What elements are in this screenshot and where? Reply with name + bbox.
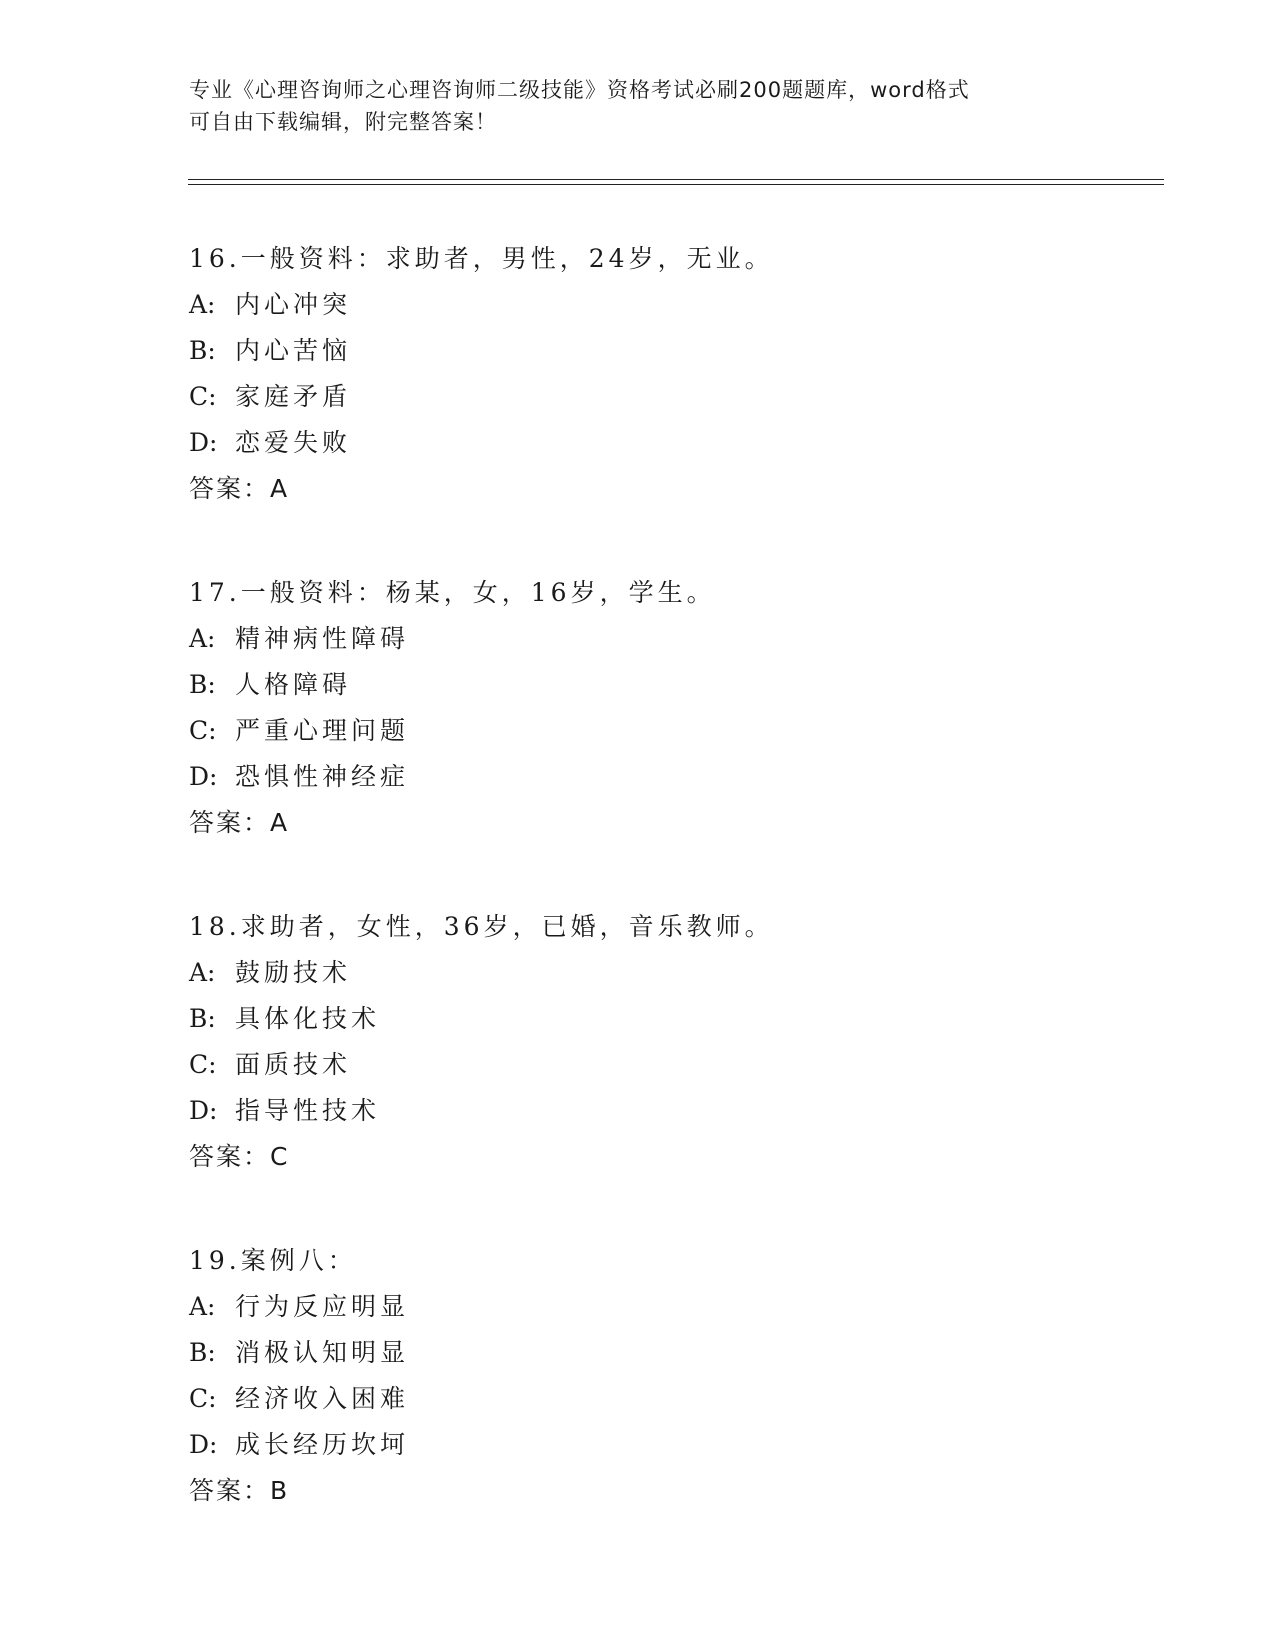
- option-text: 成长经历坎坷: [235, 1430, 410, 1459]
- question-19: [189, 1238, 1149, 1514]
- option-b: [189, 996, 1149, 1042]
- option-text: 内心苦恼: [235, 336, 352, 365]
- option-text: 指导性技术: [235, 1096, 381, 1125]
- option-text: 严重心理问题: [235, 716, 410, 745]
- option-c: [189, 1042, 1149, 1088]
- option-key: A:: [189, 1292, 216, 1321]
- option-b: [189, 662, 1149, 708]
- option-b: [189, 1330, 1149, 1376]
- option-b: [189, 328, 1149, 374]
- option-c: [189, 708, 1149, 754]
- option-key: C:: [189, 1050, 217, 1079]
- option-key: B:: [189, 336, 216, 365]
- header-divider-bottom: [188, 184, 1164, 185]
- option-key: C:: [189, 1384, 217, 1413]
- question-stem: 18.求助者，女性，36岁，已婚，音乐教师。: [189, 912, 774, 941]
- option-text: 经济收入困难: [235, 1384, 410, 1413]
- option-key: B:: [189, 1338, 216, 1367]
- option-d: [189, 754, 1149, 800]
- option-a: [189, 282, 1149, 328]
- option-text: 精神病性障碍: [235, 624, 410, 653]
- option-key: D:: [189, 1430, 218, 1459]
- answer-line: 答案：C: [189, 1142, 290, 1171]
- answer-line: 答案：A: [189, 808, 290, 837]
- option-text: 家庭矛盾: [235, 382, 352, 411]
- option-text: 面质技术: [235, 1050, 352, 1079]
- option-a: [189, 616, 1149, 662]
- option-key: A:: [189, 624, 216, 653]
- header-divider-top: [188, 179, 1164, 180]
- option-key: B:: [189, 1004, 216, 1033]
- option-a: [189, 950, 1149, 996]
- option-a: [189, 1284, 1149, 1330]
- option-text: 恐惧性神经症: [235, 762, 410, 791]
- header-line-2: 可自由下载编辑，附完整答案！: [189, 110, 497, 134]
- option-key: D:: [189, 428, 218, 457]
- option-text: 消极认知明显: [235, 1338, 410, 1367]
- question-list: [189, 236, 1149, 1572]
- option-key: C:: [189, 716, 217, 745]
- document-header: [189, 74, 1069, 138]
- option-text: 具体化技术: [235, 1004, 381, 1033]
- option-text: 行为反应明显: [235, 1292, 410, 1321]
- option-key: B:: [189, 670, 216, 699]
- question-18: [189, 904, 1149, 1180]
- option-d: [189, 1422, 1149, 1468]
- option-key: A:: [189, 958, 216, 987]
- question-stem: 16.一般资料：求助者，男性，24岁，无业。: [189, 244, 774, 273]
- answer-line: 答案：B: [189, 1476, 290, 1505]
- question-16: [189, 236, 1149, 512]
- option-d: [189, 1088, 1149, 1134]
- option-text: 鼓励技术: [235, 958, 352, 987]
- option-c: [189, 1376, 1149, 1422]
- option-key: D:: [189, 1096, 218, 1125]
- option-text: 人格障碍: [235, 670, 352, 699]
- option-key: A:: [189, 290, 216, 319]
- option-d: [189, 420, 1149, 466]
- option-key: C:: [189, 382, 217, 411]
- question-stem: 17.一般资料：杨某，女，16岁，学生。: [189, 578, 716, 607]
- option-key: D:: [189, 762, 218, 791]
- option-text: 恋爱失败: [235, 428, 352, 457]
- header-line-1: 专业《心理咨询师之心理咨询师二级技能》资格考试必刷200题题库，word格式: [189, 78, 970, 102]
- answer-line: 答案：A: [189, 474, 290, 503]
- question-17: [189, 570, 1149, 846]
- option-text: 内心冲突: [235, 290, 352, 319]
- question-stem: 19.案例八：: [189, 1246, 357, 1275]
- option-c: [189, 374, 1149, 420]
